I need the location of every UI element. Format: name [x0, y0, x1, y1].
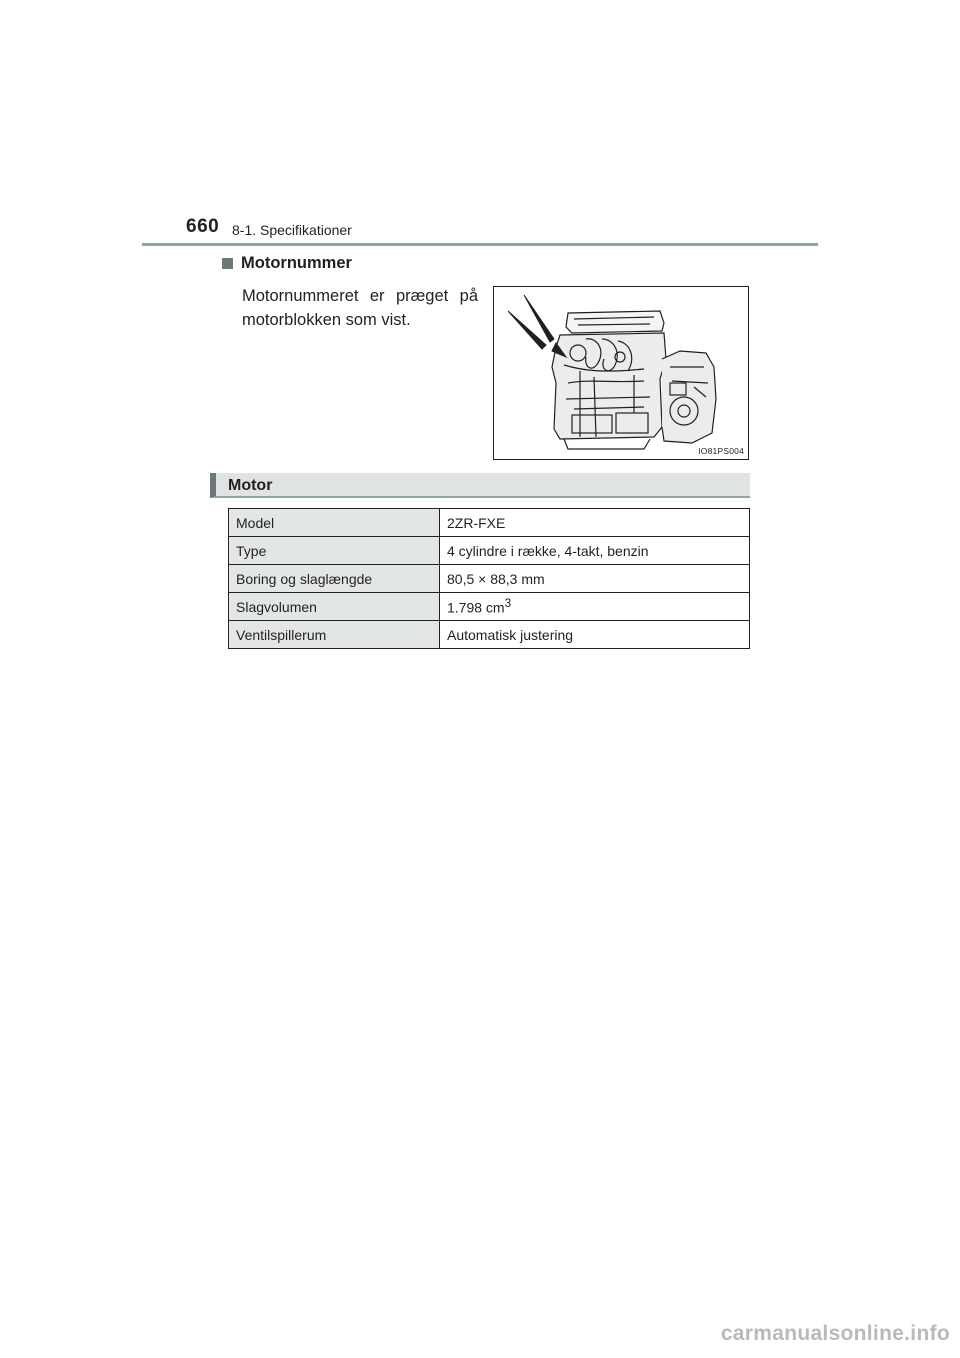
table-row — [229, 621, 750, 649]
section-header: 8-1. Specifikationer — [232, 222, 352, 238]
spec-value: 80,5 × 88,3 mm — [440, 565, 750, 593]
engine-number-heading — [222, 254, 352, 273]
square-bullet-icon — [222, 258, 233, 269]
spec-value: 2ZR-FXE — [440, 509, 750, 537]
spec-label: Type — [229, 537, 440, 565]
spec-value-text: 1.798 cm — [447, 599, 505, 616]
page-number: 660 — [186, 216, 220, 237]
spec-value: Automatisk justering — [440, 621, 750, 649]
figure-code: IO81PS004 — [698, 446, 744, 456]
motor-section-title: Motor — [228, 477, 273, 494]
spec-value: 4 cylindre i række, 4-takt, benzin — [440, 537, 750, 565]
spec-label: Slagvolumen — [229, 593, 440, 621]
motor-spec-table — [228, 508, 750, 649]
spec-label: Boring og slaglængde — [229, 565, 440, 593]
spec-value — [440, 593, 750, 621]
table-row — [229, 509, 750, 537]
spec-value-superscript: 3 — [504, 597, 512, 611]
table-row — [229, 593, 750, 621]
table-row — [229, 565, 750, 593]
engine-figure — [493, 286, 749, 460]
table-row — [229, 537, 750, 565]
engine-illustration-icon — [494, 287, 749, 460]
watermark: carmanualsonline.info — [720, 1322, 950, 1345]
spec-label: Ventilspillerum — [229, 621, 440, 649]
engine-number-text: Motornummeret er præget på motorblokken som vist. — [242, 287, 478, 329]
motor-section-bar — [210, 473, 750, 498]
header-rule — [142, 243, 818, 246]
engine-number-heading-text: Motornummer — [241, 254, 352, 272]
spec-label: Model — [229, 509, 440, 537]
